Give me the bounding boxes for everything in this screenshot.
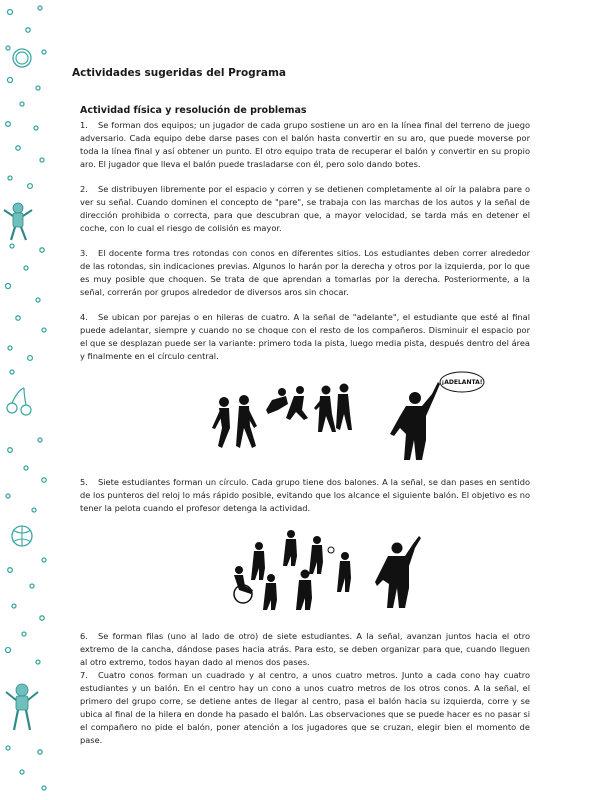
section-title: Actividad física y resolución de problemas xyxy=(80,105,307,116)
speech-bubble-text: ¡ADELANTA! xyxy=(441,379,483,386)
activity-number: 2. xyxy=(80,184,88,194)
students-circle-illustration xyxy=(225,530,425,615)
activity-item xyxy=(80,669,530,747)
cherries-icon xyxy=(7,388,31,415)
activity-item xyxy=(80,247,530,299)
activity-text: Se distribuyen libremente por el espacio y corren y se detienen completamente al oír la palabra pare o ver su señal. Cuando dominen el concepto de "pare", se trabaja con las marchas de los autos y la señal de dirección prohibida o correcta, para que descubran que, a mayor velocidad, se tarda más en detener el coche, con lo cual el riesgo de colisión es mayor. xyxy=(80,184,530,233)
child-runner-icon xyxy=(4,203,32,240)
activity-text: Se forman filas (uno al lado de otro) de siete estudiantes. A la señal, avanzan juntos hacia el otro extremo de la cancha, dándose pases hacia atrás. Para esto, se deben organizar para que, cuando lleguen al otro extremo, todos hayan dado al menos dos pases. xyxy=(80,631,530,667)
activity-number: 4. xyxy=(80,312,88,322)
activity-number: 1. xyxy=(80,120,88,130)
child-jumping-icon xyxy=(6,684,38,730)
activity-text: Cuatro conos forman un cuadrado y al centro, a unos cuatro metros. Junto a cada cono hay cuatro estudiantes y un balón. En el centro hay un cono a unos cuatro metros de los otros conos. A la señal, el primero del grupo corre, se detiene antes de llegar al centro, pasa el balón hacia su izquierda, corre y se ubica al final de la hilera en donde ha pasado el balón. Las observaciones que se puede hacer es no pasar si el compañero no pide el balón, poner atención a los jugadores que se cruzan, elegir bien el momento de pase. xyxy=(80,670,530,745)
students-running-illustration xyxy=(200,370,490,465)
kid-figure-icon xyxy=(16,52,28,64)
activity-number: 6. xyxy=(80,631,88,641)
activity-number: 5. xyxy=(80,477,88,487)
decorative-left-border xyxy=(0,0,62,800)
activity-item xyxy=(80,630,530,669)
activity-text: Se ubican por parejas o en hileras de cuatro. A la señal de "adelante", el estudiante que esté al final puede adelantar, siempre y cuando no se choque con el resto de los compañeros. Disminuir el espacio por el que se desplazan puede ser la variante: primero toda la pista, luego media pista, después dentro del área y finalmente en el círculo central. xyxy=(80,312,530,361)
activity-number: 3. xyxy=(80,248,88,258)
activity-text: El docente forma tres rotondas con conos en diferentes sitios. Los estudiantes deben correr alrededor de las rotondas, sin indicaciones previas. Algunos lo harán por la derecha y otros por la izquierda, por lo que es muy posible que choquen. Se trata de que aprendan a tomarlas por la derecha. Posteriormente, a la señal, correrán por grupos alrededor de diversos aros sin chocar. xyxy=(80,248,530,297)
activity-text: Siete estudiantes forman un círculo. Cada grupo tiene dos balones. A la señal, se dan pases en sentido de los punteros del reloj lo más rápido posible, evitando que los alcance el siguiente balón. El objetivo es no tener la pelota cuando el profesor detenga la actividad. xyxy=(80,477,530,513)
activity-item xyxy=(80,183,530,235)
page-title: Actividades sugeridas del Programa xyxy=(72,67,286,79)
activity-text: Se forman dos equipos; un jugador de cada grupo sostiene un aro en la línea final del terreno de juego adversario. Cada equipo debe darse pases con el balón hasta convertir en su aro, que puede moverse por toda la línea final y así obtener un punto. El otro equipo trata de recuperar el balón y convertir en su propio aro. El jugador que lleva el balón puede trasladarse con él, pero solo dando botes. xyxy=(80,120,530,169)
activity-item xyxy=(80,119,530,171)
activity-item xyxy=(80,476,530,515)
activity-item xyxy=(80,311,530,363)
activity-number: 7. xyxy=(80,670,88,680)
